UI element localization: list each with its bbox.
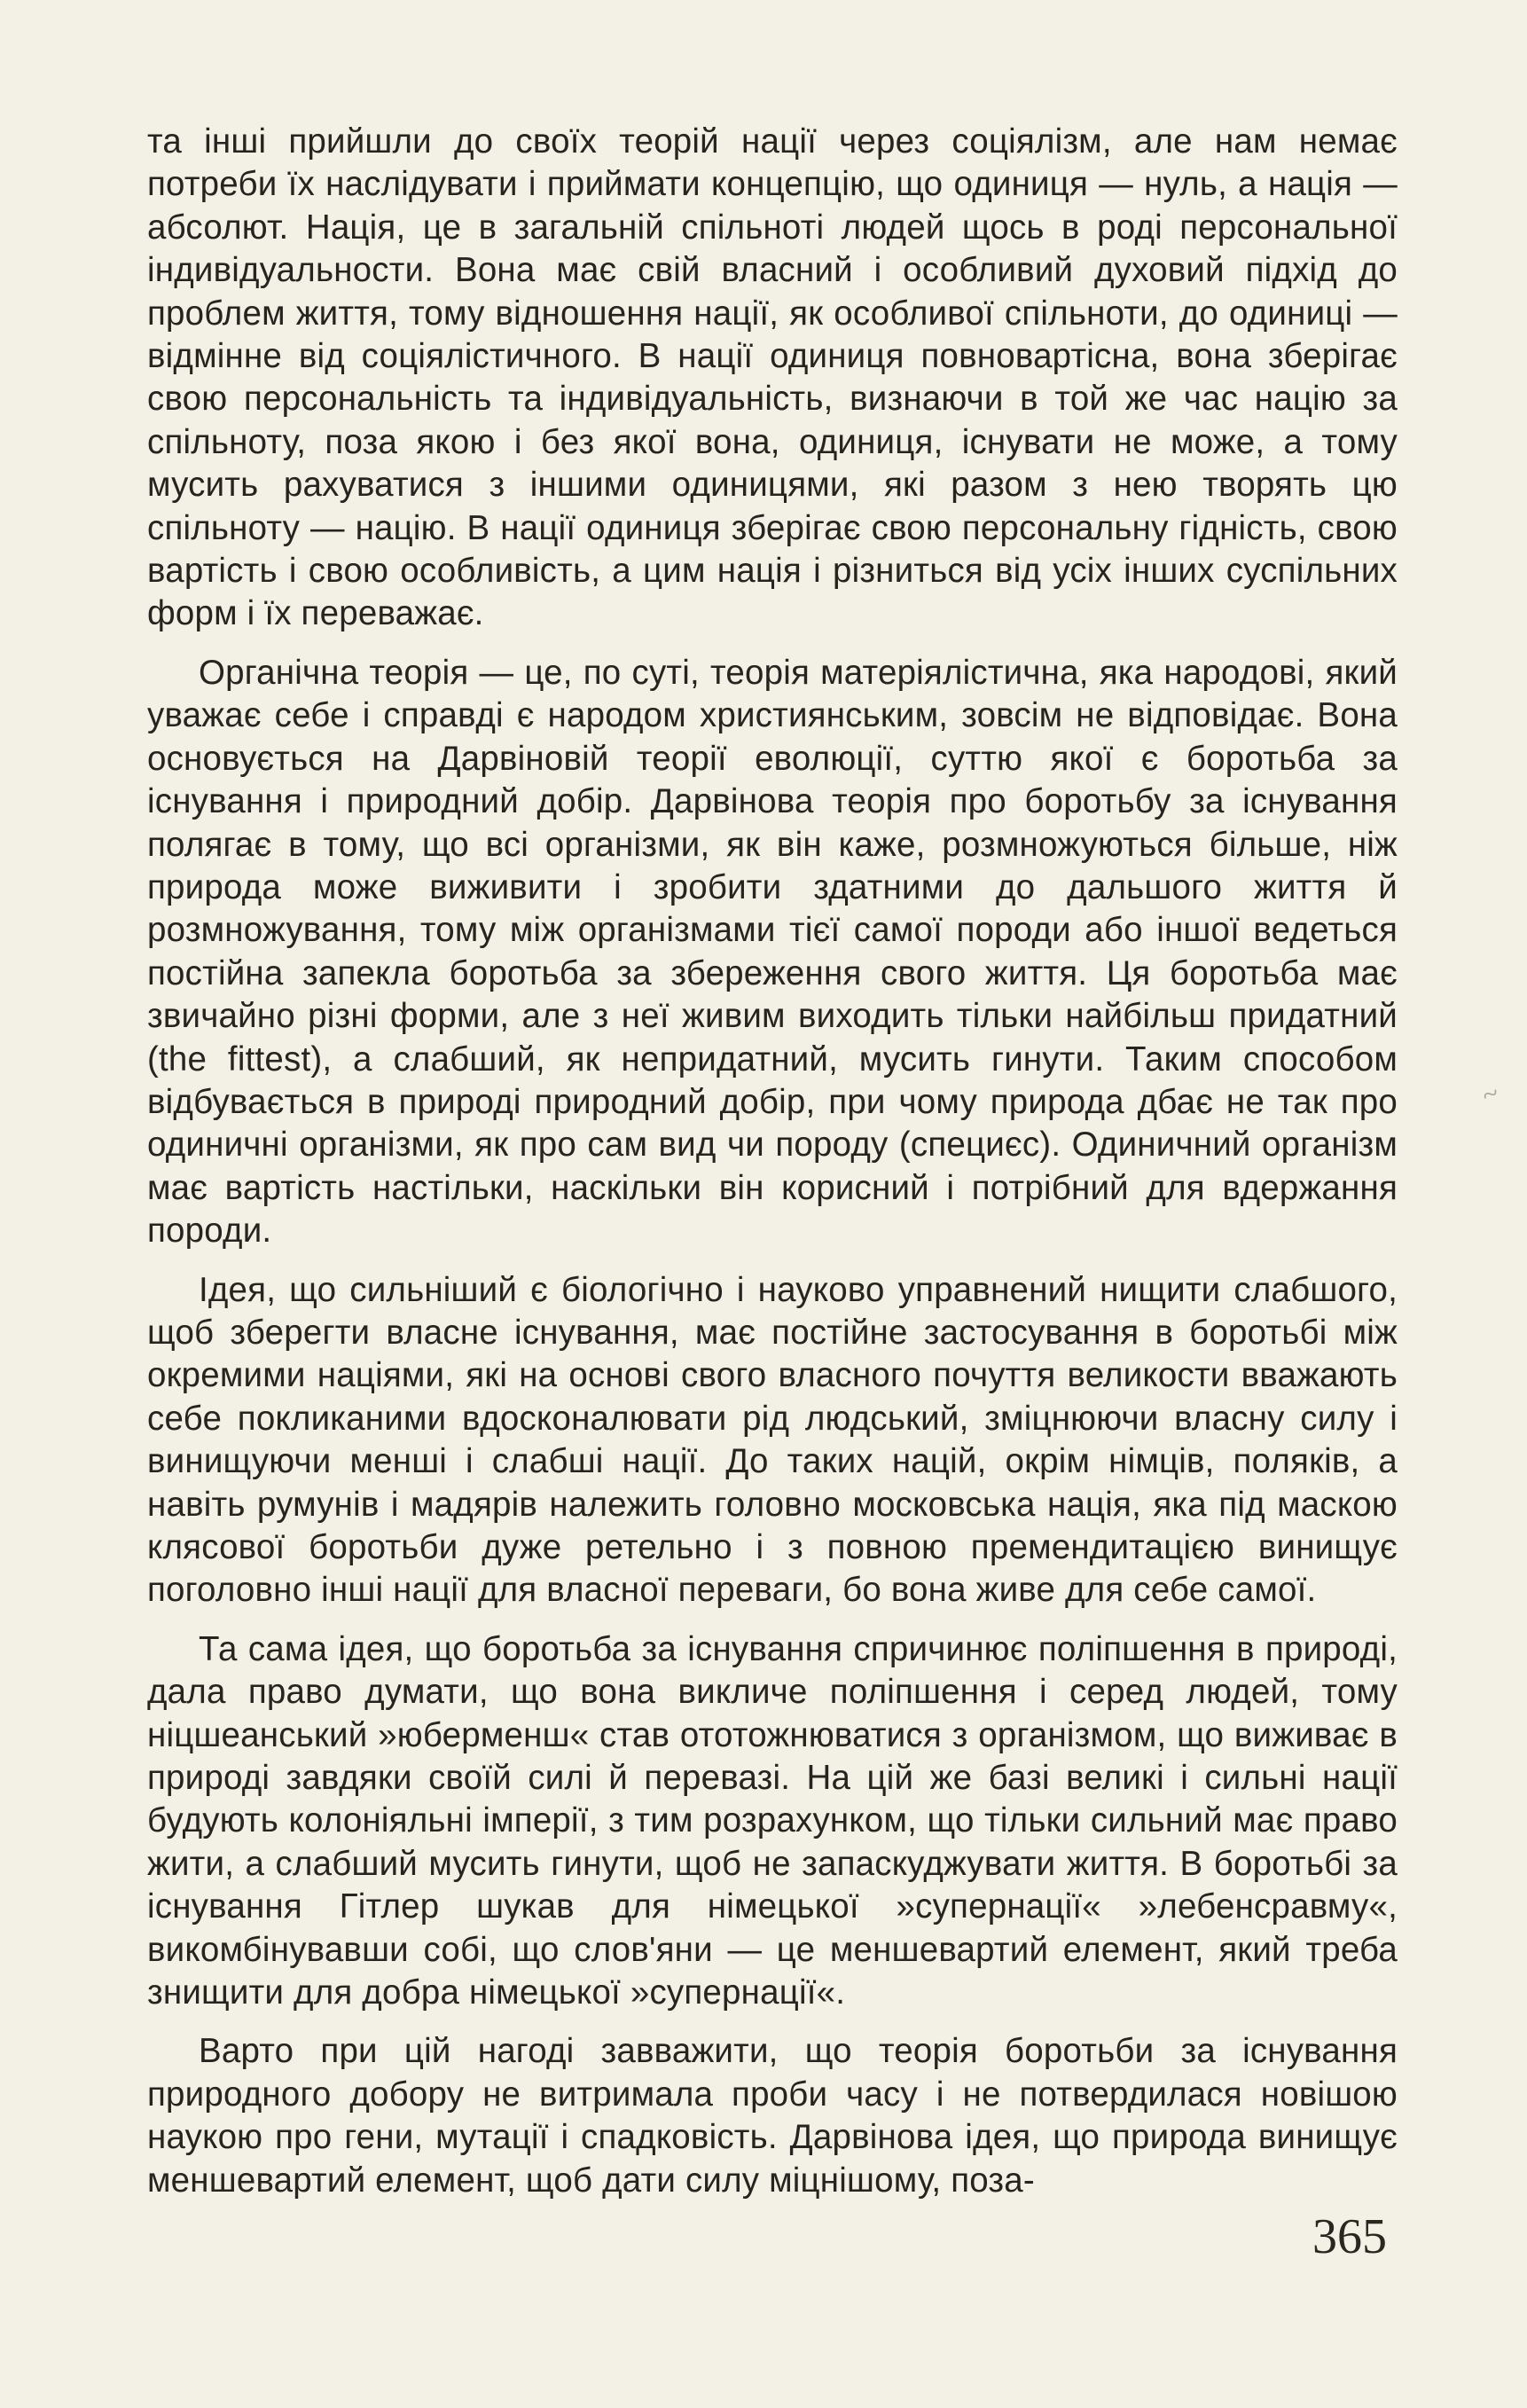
margin-pencil-mark: ~ bbox=[1477, 1076, 1503, 1111]
paragraph-3: Ідея, що сильніший є біологічно і науково управнений нищити слабшого, щоб зберегти власне існування, має постійне застосування в боротьбі між окремими націями, які на основі свого власного почуття великости вважають себе покликаними вдосконалювати рід людський, зміцнюючи власну силу і винищуючи менші і слабші нації. До таких націй, окрім німців, поляків, а навіть румунів і мадярів належить головно московська нація, яка під маскою клясової боротьби дуже ретельно і з повною премендитацією винищує поголовно інші нації для власної переваги, бо вона живе для себе самої. bbox=[147, 1270, 1398, 1610]
body-text bbox=[147, 121, 1398, 2218]
paragraph-1: та інші прийшли до своїх теорій нації через соціялізм, але нам немає потреби їх наслідувати і приймати концепцію, що одиниця — нуль, а нація — абсолют. Нація, це в загальній спільноті людей щось в роді персональної індивідуальности. Вона має свій власний і особливий духовий підхід до проблем життя, тому відношення нації, як особливої спільноти, до одиниці — відмінне від соціялістичного. В нації одиниця повновартісна, вона зберігає свою персональність та індивідуальність, визнаючи в той же час націю за спільноту, поза якою і без якої вона, одиниця, існувати не може, а тому мусить рахуватися з іншими одиницями, які разом з нею творять цю спільноту — націю. В нації одиниця зберігає свою персональну гідність, свою вартість і свою особливість, а цим нація і різниться від усіх інших суспільних форм і їх переважає. bbox=[147, 122, 1398, 633]
paragraph-5: Варто при цій нагоді завважити, що теорія боротьби за існування природного добору не витримала проби часу і не потвердилася новішою наукою про гени, мутації і спадковість. Дарвінова ідея, що природа винищує меншевартий елемент, щоб дати силу міцнішому, поза- bbox=[147, 2032, 1398, 2200]
paragraph-4: Та сама ідея, що боротьба за існування спричинює поліпшення в природі, дала право думати, що вона викличе поліпшення і серед людей, тому ніцшеанський »юберменш« став ототожнюватися з організмом, що виживає в природі завдяки своїй силі й перевазі. На цій же базі великі і сильні нації будують колоніяльні імперії, з тим розрахунком, що тільки сильний має право жити, а слабший мусить гинути, щоб не запаскуджувати життя. В боротьбі за існування Гітлер шукав для німецької »супернації« »лебенсравму«, викомбінувавши собі, що слов'яни — це меншевартий елемент, який треба знищити для добра німецької »супернації«. bbox=[147, 1629, 1398, 2012]
page-number: 365 bbox=[1312, 2209, 1387, 2264]
paragraph-2: Органічна теорія — це, по суті, теорія матеріялістична, яка народові, який уважає себе і справді є народом християнським, зовсім не відповідає. Вона основується на Дарвіновій теорії еволюції, суттю якої є боротьба за існування і природний добір. Дарвінова теорія про боротьбу за існування полягає в тому, що всі організми, як він каже, розмножуються більше, ніж природа може виживити і зробити здатними до дальшого життя й розмножування, тому між організмами тієї самої породи або іншої ведеться постійна запекла боротьба за збереження свого життя. Ця боротьба має звичайно різні форми, але з неї живим виходить тільки найбільш придатний (the fittest), а слабший, як непридатний, мусить гинути. Таким способом відбувається в природі природний добір, при чому природа дбає не так про одиничні організми, як про сам вид чи породу (специєс). Одиничний організм має вартість настільки, наскільки він корисний і потрібний для вдержання породи. bbox=[147, 653, 1398, 1251]
